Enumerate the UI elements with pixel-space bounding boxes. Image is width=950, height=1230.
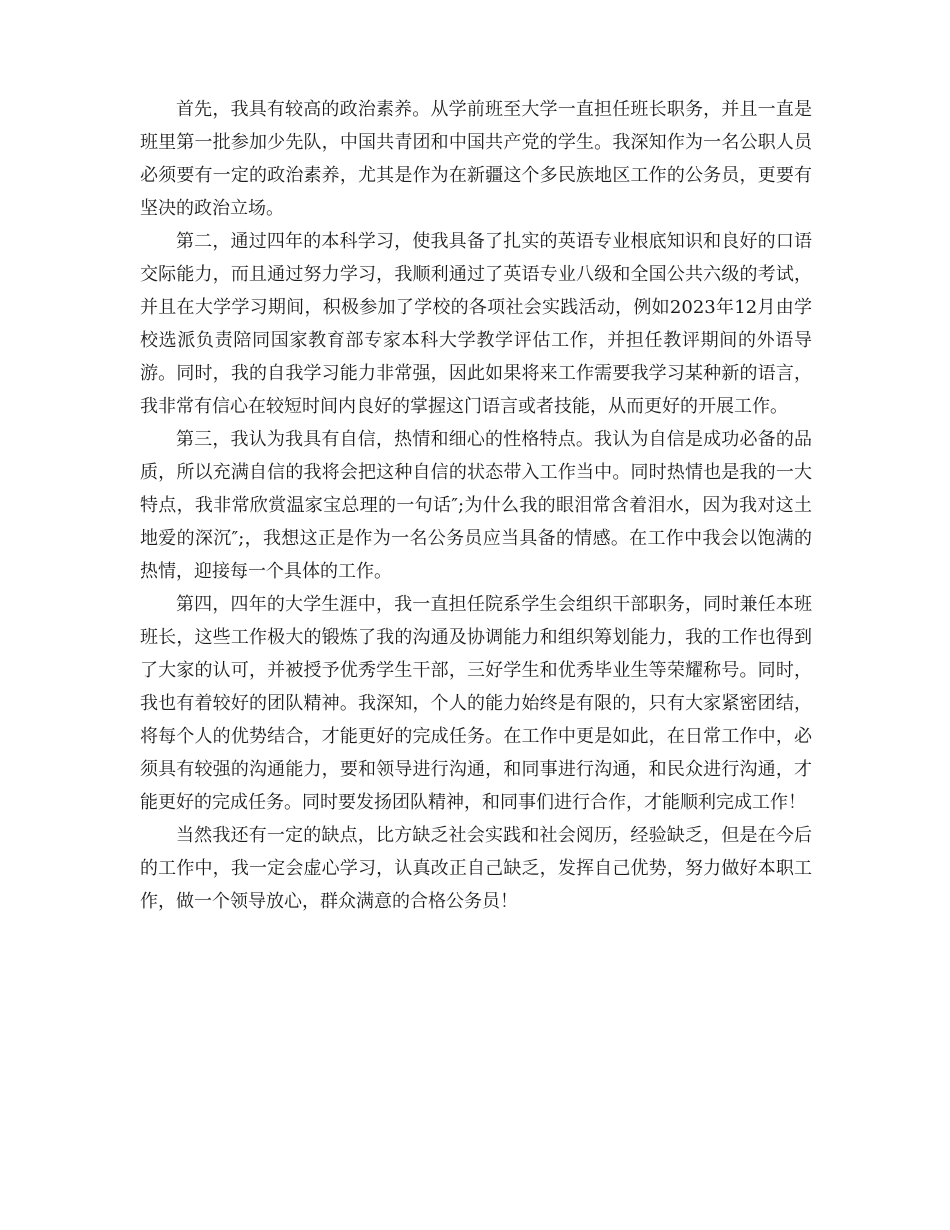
paragraph-teamwork: 第四，四年的大学生涯中，我一直担任院系学生会组织干部职务，同时兼任本班班长，这些工作极大的锻炼了我的沟通及协调能力和组织筹划能力，我的工作也得到了大家的认可，并被授予优秀学生干部，三好学生和优秀毕业生等荣耀称号。同时，我也有着较好的团队精神。我深知，个人的能力始终是有限的，只有大家紧密团结，将每个人的优势结合，才能更好的完成任务。在工作中更是如此，在日常工作中，必须具有较强的沟通能力，要和领导进行沟通，和同事进行沟通，和民众进行沟通，才能更好的完成任务。同时要发扬团队精神，和同事们进行合作，才能顺利完成工作！	[140, 594, 812, 813]
paragraph-undergraduate-study: 第二，通过四年的本科学习，使我具备了扎实的英语专业根底知识和良好的口语交际能力，而且通过努力学习，我顺利通过了英语专业八级和全国公共六级的考试，并且在大学学习期间，积极参加了学校的各项社会实践活动，例如2023年12月由学校选派负责陪同国家教育部专家本科大学教学评估工作，并担任教评期间的外语导游。同时，我的自我学习能力非常强，因此如果将来工作需要我学习某种新的语言，我非常有信心在较短时间内良好的掌握这门语言或者技能，从而更好的开展工作。	[140, 231, 812, 417]
paragraph-shortcomings: 当然我还有一定的缺点，比方缺乏社会实践和社会阅历，经验缺乏，但是在今后的工作中，我一定会虚心学习，认真改正自己缺乏，发挥自己优势，努力做好本职工作，做一个领导放心，群众满意的合格公务员！	[140, 825, 812, 912]
paragraph-personality-traits: 第三，我认为我具有自信，热情和细心的性格特点。我认为自信是成功必备的品质，所以充满自信的我将会把这种自信的状态带入工作当中。同时热情也是我的一大特点，我非常欣赏温家宝总理的一句话″;为什么我的眼泪常含着泪水，因为我对这土地爱的深沉″;，我想这正是作为一名公务员应当具备的情感。在工作中我会以饱满的热情，迎接每一个具体的工作。	[140, 429, 812, 582]
document-body	[140, 93, 812, 918]
paragraph-political-quality: 首先，我具有较高的政治素养。从学前班至大学一直担任班长职务，并且一直是班里第一批参加少先队，中国共青团和中国共产党的学生。我深知作为一名公职人员必须要有一定的政治素养，尤其是作为在新疆这个多民族地区工作的公务员，更要有坚决的政治立场。	[140, 99, 812, 219]
